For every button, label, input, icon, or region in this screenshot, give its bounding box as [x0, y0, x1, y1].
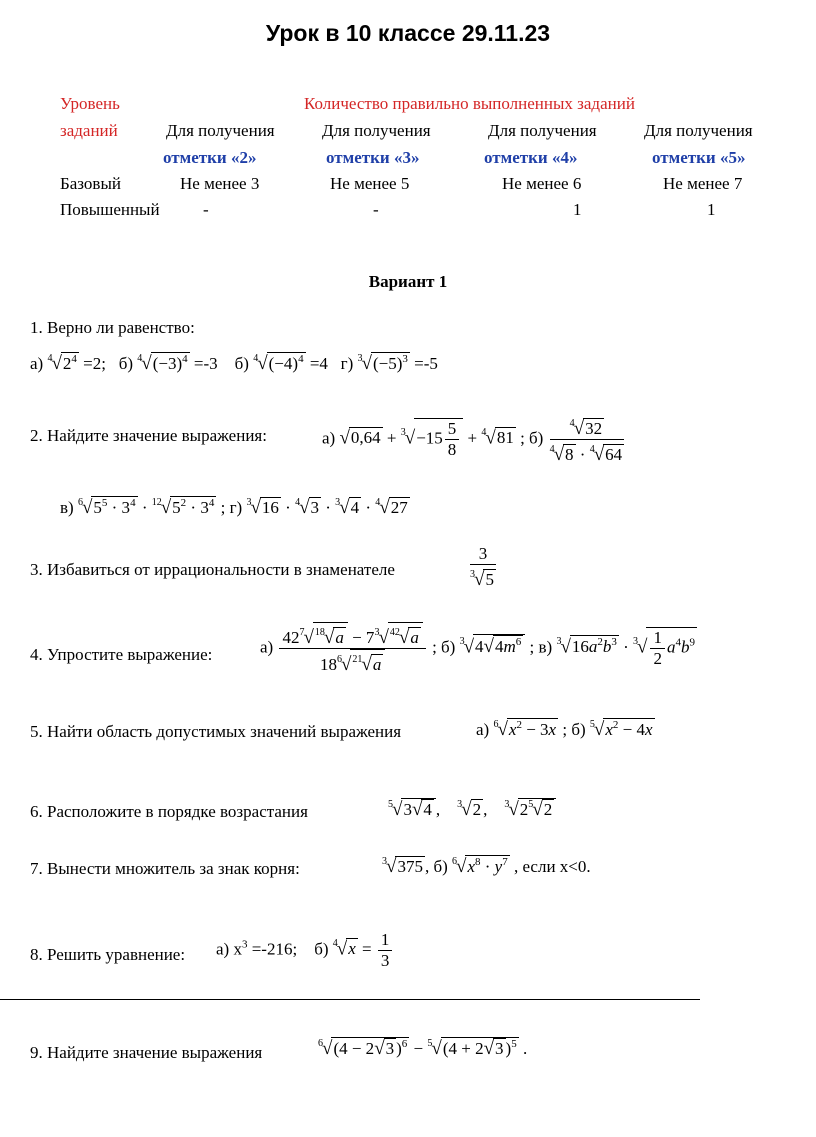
label-a: а)	[216, 939, 230, 959]
task-5-formulas: а) $^6√x^2 - 3x$ ; б) $^5√x^2 - 4x$	[476, 719, 653, 740]
grade-3-label: отметки «3»	[326, 148, 420, 167]
task-8-formulas: а) $x^3 =-216$; б) $^4$√x = $\frac{1}{3}$	[216, 930, 394, 971]
label-a: а)	[30, 354, 44, 373]
label-b: б)	[118, 354, 134, 373]
for-getting-2: Для получения	[166, 121, 275, 140]
task-4-formulas: а) $\frac{42^7√^{18}√a - 7^3√^{42}√a}{18^6√^{21}√a}$ ; б) $^3√4√4m^6$ ; в) $^3√16a^2b^3 \cdot ^3√$ $\frac{1}{2}$ $a^4b^9$	[260, 622, 697, 675]
task-6-label: 6. Расположите в порядке возрастания	[30, 802, 308, 821]
row-cell: Не менее 5	[330, 174, 410, 193]
label-v: ; в)	[529, 637, 553, 657]
task-2-formulas: а) √0,64 + $^3$√−15 $\frac{5}{8}$ + $^4$√81 ; б) $\frac{^4√32}{^4√8 \cdot ^4√64}$	[322, 414, 626, 465]
grade-4-label: отметки «4»	[484, 148, 578, 167]
task-3-formula: $\frac{3}{^3√5}$	[470, 544, 494, 590]
task-7-formulas: $^3$√375 , б) $^6√x^8 \cdot y^7$ , если x<0.	[382, 856, 591, 877]
level-label-1: Уровень	[60, 94, 120, 113]
row-cell: Не менее 7	[663, 174, 743, 193]
row-cell: -	[203, 200, 209, 219]
label-a: а)	[322, 428, 336, 448]
task-1-label: 1. Верно ли равенство:	[30, 318, 195, 337]
task-3-label: 3. Избавиться от иррациональности в знаменателе	[30, 560, 395, 579]
task-2-formulas-b: в) $^6√5^5 \cdot 3^4 \cdot ^{12}√5^2 \cdot 3^4$ ; г) $^3$√16 · $^4$√3 · $^3$√4 · $^4$√27	[60, 497, 408, 518]
page-title: Урок в 10 классе 29.11.23	[265, 20, 551, 46]
label-v: в)	[60, 498, 74, 517]
label-b: б)	[433, 857, 448, 876]
task-8-label: 8. Решить уравнение:	[30, 945, 186, 964]
label-b: ; б)	[432, 637, 456, 657]
row-cell: Не менее 3	[180, 174, 260, 193]
label-b: б)	[314, 939, 329, 959]
level-label-2: заданий	[60, 121, 118, 140]
task-7-label: 7. Вынести множитель за знак корня:	[30, 859, 300, 878]
task-9-label: 9. Найдите значение выражения	[30, 1043, 263, 1062]
label-a: а)	[476, 720, 490, 739]
row-cell: -	[373, 200, 379, 219]
label-b: ; б)	[520, 428, 544, 448]
task-4-label: 4. Упростите выражение:	[30, 645, 213, 664]
row-cell: 1	[573, 200, 582, 219]
label-b: ; б)	[562, 720, 586, 739]
for-getting-3: Для получения	[322, 121, 431, 140]
row-level: Повышенный	[60, 200, 160, 219]
for-getting-5: Для получения	[644, 121, 753, 140]
label-g: ; г)	[220, 498, 243, 517]
row-cell: Не менее 6	[502, 174, 582, 193]
label-g: г)	[340, 354, 354, 373]
label-b: б)	[234, 354, 249, 373]
label-a: а)	[260, 637, 274, 657]
for-getting-4: Для получения	[488, 121, 597, 140]
task-6-formulas: $^5$√3√4 , $^3$√2 , $^3√2^5√2$	[388, 798, 556, 821]
divider-line	[0, 999, 700, 1000]
count-header: Количество правильно выполненных заданий	[304, 94, 635, 113]
row-level: Базовый	[60, 174, 121, 193]
grade-5-label: отметки «5»	[652, 148, 746, 167]
variant-heading: Вариант 1	[368, 272, 448, 291]
task-1-formulas: а) $^4√2^4 =2$; б) $^4√(-3)^4 =-3$ б) $^4√(-4)^4 =4$ г) $^3√(-5)^3 =-5$	[30, 353, 438, 374]
row-cell: 1	[707, 200, 716, 219]
condition-text: , если x<0.	[513, 857, 591, 876]
grade-2-label: отметки «2»	[163, 148, 257, 167]
task-2-label: 2. Найдите значение выражения:	[30, 426, 267, 445]
task-5-label: 5. Найти область допустимых значений выражения	[30, 722, 402, 741]
task-9-formula: $^6$√(4 − 2√3 )$^6$ − $^5$√(4 + 2√3 )$^5$ .	[318, 1038, 528, 1059]
